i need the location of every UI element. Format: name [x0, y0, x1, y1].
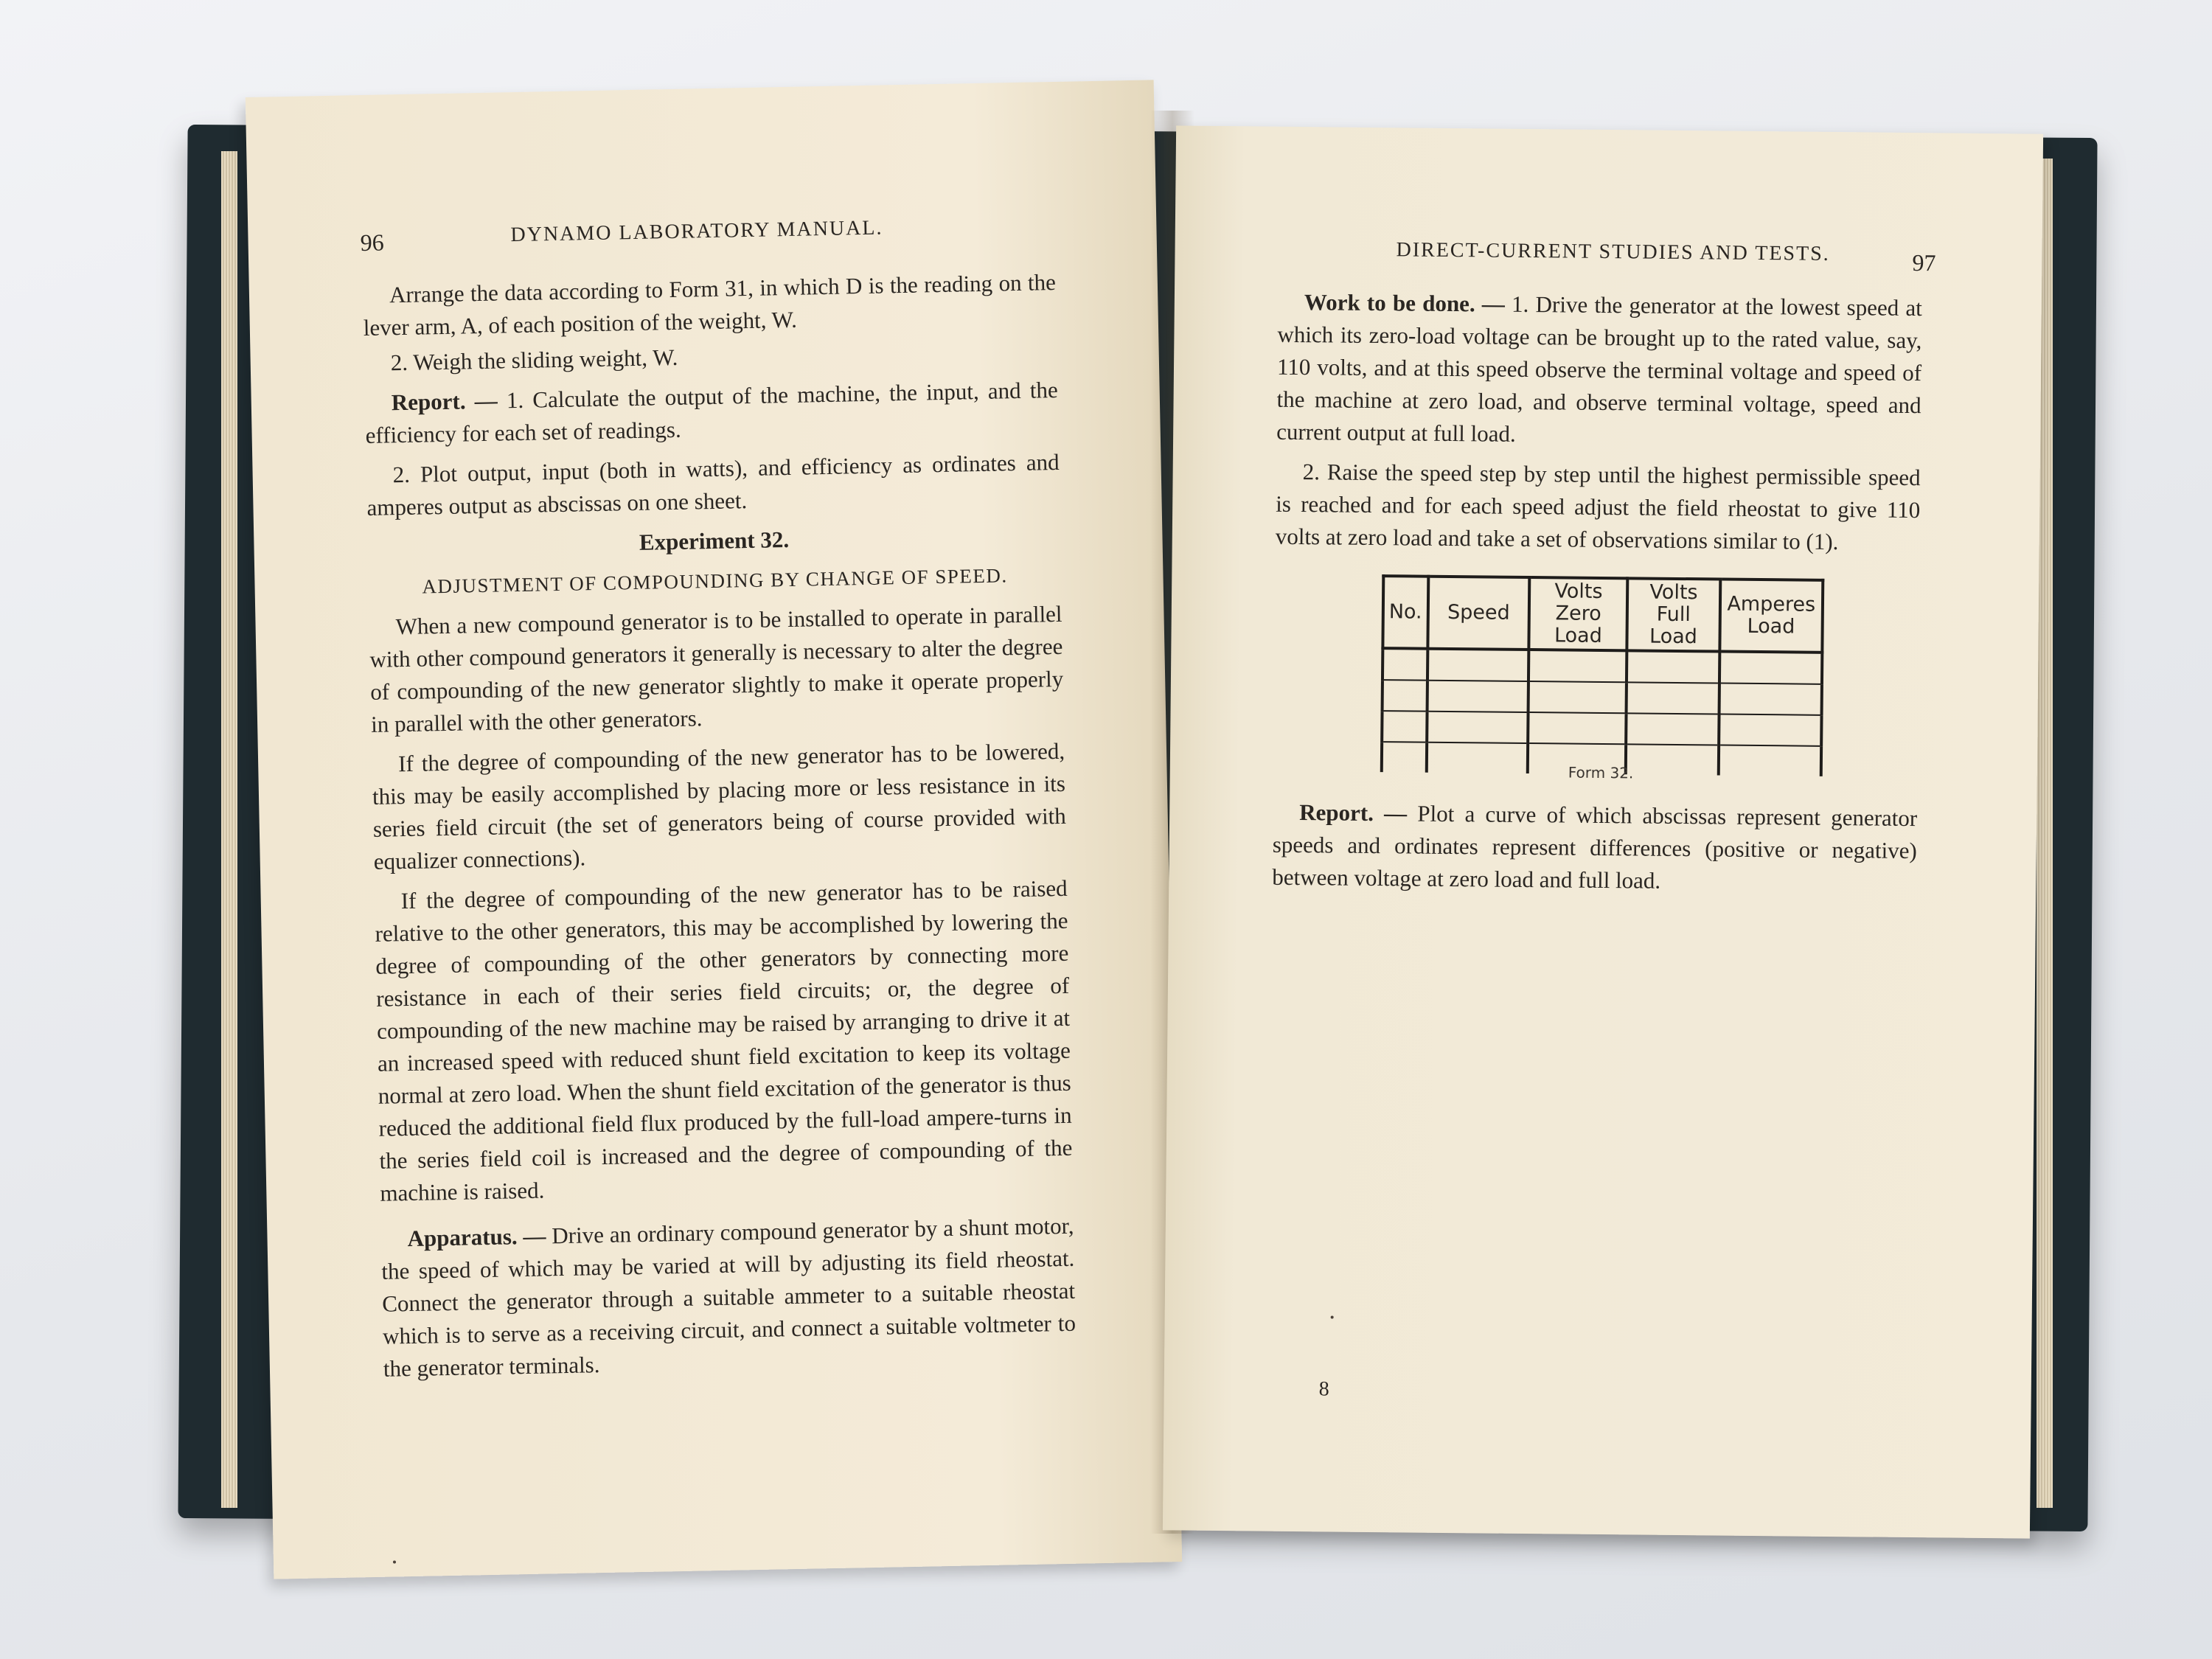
form-blank-cell [1528, 712, 1627, 744]
report-item-1: 1. Calculate the output of the machine, the input, and the efficiency for each set of readings. [365, 376, 1058, 448]
form-header-line: Full Load [1649, 602, 1698, 649]
form-blank-cell [1719, 652, 1823, 684]
form-header-cell [1529, 577, 1628, 650]
form-blank-cell [1382, 742, 1427, 773]
right-report-text: Plot a curve of which abscissas represent generator speeds and ordinates represent differences (positive or negative) between voltage at zero load and full load. [1272, 800, 1918, 894]
form-blank-cell [1719, 684, 1822, 715]
form-blank-cell [1382, 711, 1427, 742]
right-text-block [1276, 286, 1923, 566]
page-speck [1331, 1315, 1334, 1318]
apparatus-text: Drive an ordinary compound generator by a shunt motor, the speed of which may be varied at will by adjusting its field rheostat. Connect the generator through a suitable ammeter to a suitable rheostat which is to serve as a receiving circuit, and connect a suitable voltmeter to the generator terminals. [381, 1212, 1077, 1382]
form-header-cell [1382, 576, 1428, 649]
form-blank-cell [1626, 744, 1719, 775]
paragraph-1: When a new compound generator is to be installed to operate in parallel with other compound generators it generally is necessary to alter the degree of compounding of the new generator slightly to make it operate properly in parallel with the other generators. [369, 600, 1064, 737]
report-label: Report. — [391, 387, 498, 416]
form-blank-cell [1382, 680, 1427, 712]
experiment-subtitle: ADJUSTMENT OF COMPOUNDING BY CHANGE OF SPEED. [422, 564, 1008, 598]
right-page-number: 97 [1912, 248, 1936, 276]
right-report-block [1272, 796, 1917, 907]
right-running-head: DIRECT-CURRENT STUDIES AND TESTS. [1396, 238, 1830, 265]
form-header-line: Volts [1554, 580, 1603, 603]
form-header-line: Zero Load [1554, 602, 1602, 647]
step-2: 2. Weigh the sliding weight, W. [390, 344, 678, 376]
work-item-1: 1. Drive the generator at the lowest speed at which its zero-load voltage can be brought up to the rated value, say, 110 volts, and at this speed observe the terminal voltage and speed of the machine at zero load, and observe terminal voltage, speed and current output at full load. [1276, 291, 1923, 447]
form-blank-cell [1426, 742, 1528, 773]
intro-paragraph: Arrange the data according to Form 31, in which D is the reading on the lever arm, A, of each position of the weight, W. [363, 268, 1057, 341]
paragraph-3: If the degree of compounding of the new generator has to be raised relative to the other generators, this may be accomplished by lowering the degree of compounding of the other generators by connecting more resistance in each of their series field circuits; or, the degree of compounding of the new machine may be raised by arranging to drive it at an increased speed with reduced shunt field excitation to keep its voltage normal at zero load. When the shunt field excitation of the generator is thus reduced the additional field flux produced by the full-load ampere-turns in the series field coil is increased and the degree of compounding of the machine is raised. [375, 874, 1073, 1206]
form-header-cell [1719, 580, 1823, 653]
form-caption: Form 32. [1568, 763, 1634, 782]
left-running-head: DYNAMO LABORATORY MANUAL. [510, 216, 883, 247]
form-blank-row [1382, 648, 1822, 684]
right-report-paragraph [1272, 796, 1917, 900]
signature-mark: 8 [1318, 1377, 1329, 1401]
form-header-cell [1627, 578, 1720, 651]
form-header-line: No. [1388, 600, 1422, 624]
right-report-label: Report. — [1299, 799, 1408, 827]
form-header-row [1382, 576, 1823, 653]
form-blank-cell [1627, 650, 1719, 683]
left-page [246, 80, 1182, 1579]
left-text-block [363, 266, 1077, 1393]
left-page-edges [221, 151, 237, 1508]
form-blank-row [1382, 680, 1822, 715]
apparatus-paragraph [380, 1210, 1077, 1385]
paragraph-2: If the degree of compounding of the new generator has to be lowered, this may be easily accomplished by placing more or less resistance in its series field circuit (the set of generators being of course provided with equalizer connections). [372, 737, 1067, 874]
form-header-line: Amperes [1727, 592, 1816, 616]
work-paragraph-1 [1276, 286, 1922, 454]
apparatus-label: Apparatus. — [407, 1222, 546, 1252]
form-blank-cell [1718, 745, 1821, 776]
report-paragraph-1 [364, 374, 1059, 452]
page-speck [393, 1560, 396, 1563]
form-blank-cell [1627, 682, 1719, 714]
form-header-line: Volts [1649, 580, 1698, 605]
form-blank-cell [1427, 649, 1529, 681]
form-blank-cell [1427, 712, 1528, 743]
work-item-2: 2. Raise the speed step by step until the highest permissible speed is reached and for each speed adjust the field rheostat to give 110 volts at zero load and take a set of observations similar to (1). [1275, 459, 1921, 555]
form-blank-cell [1626, 713, 1719, 745]
experiment-title: Experiment 32. [639, 526, 790, 555]
form-blank-row [1382, 711, 1821, 746]
form-header-line: Load [1747, 614, 1795, 639]
form-blank-cell [1528, 681, 1627, 713]
form-blank-cell [1382, 648, 1427, 681]
form-header-cell [1427, 577, 1530, 650]
form-blank-cell [1528, 650, 1627, 682]
form-blank-cell [1427, 681, 1528, 712]
right-page [1163, 125, 2043, 1538]
form-header-line: Speed [1447, 600, 1510, 625]
form-32-table [1380, 574, 1825, 776]
report-item-2: 2. Plot output, input (both in watts), and efficiency as ordinates and amperes output as abscissas on one sheet. [366, 448, 1060, 521]
form-blank-cell [1719, 714, 1822, 746]
left-page-number: 96 [360, 229, 384, 257]
form-body [1382, 648, 1823, 776]
work-label: Work to be done. — [1304, 289, 1506, 317]
